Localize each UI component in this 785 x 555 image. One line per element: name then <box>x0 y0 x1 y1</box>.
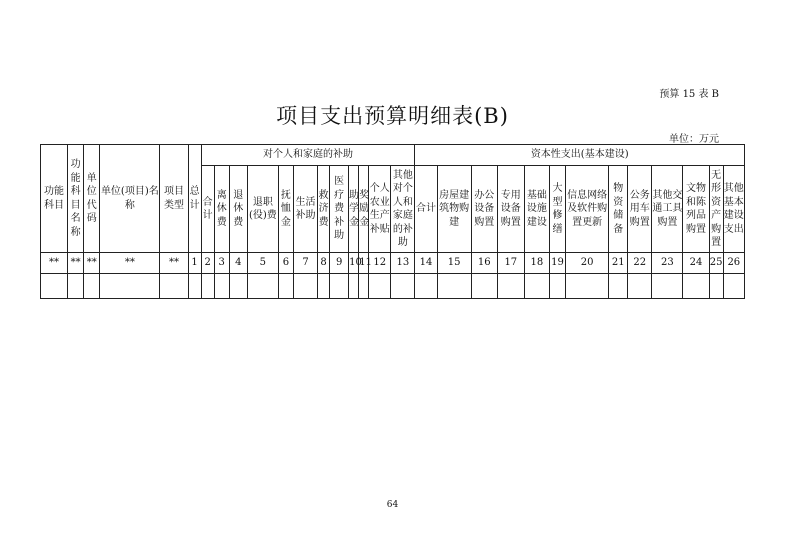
subheader-cell: 其他基本建设支出 <box>723 166 744 253</box>
code-cell: ** <box>84 253 100 274</box>
data-cell <box>369 274 391 299</box>
code-cell: ** <box>41 253 68 274</box>
header-cell: 功能科目 <box>41 145 68 253</box>
subheader-cell: 退休费 <box>229 166 247 253</box>
code-cell: ** <box>68 253 84 274</box>
header-cell: 单位代码 <box>84 145 100 253</box>
code-cell: 9 <box>330 253 349 274</box>
data-cell <box>247 274 278 299</box>
data-cell <box>652 274 683 299</box>
code-cell: 6 <box>278 253 293 274</box>
subheader-cell: 物资储备 <box>609 166 628 253</box>
code-cell: 18 <box>524 253 549 274</box>
code-cell: 20 <box>566 253 609 274</box>
group-header-capital-expenditure: 资本性支出(基本建设) <box>415 145 745 166</box>
header-cell: 功能科目名称 <box>68 145 84 253</box>
subheader-cell: 生活补助 <box>293 166 317 253</box>
code-cell: 26 <box>723 253 744 274</box>
data-cell <box>201 274 214 299</box>
subheader-cell: 信息网络及软件购置更新 <box>566 166 609 253</box>
code-cell: ** <box>160 253 188 274</box>
data-cell <box>566 274 609 299</box>
subheader-cell: 房屋建筑物购建 <box>437 166 471 253</box>
subheader-cell: 助学金 <box>349 166 359 253</box>
code-cell: 8 <box>318 253 330 274</box>
subheader-cell: 奖励金 <box>359 166 369 253</box>
header-cell: 总计 <box>188 145 201 253</box>
code-cell: 13 <box>391 253 415 274</box>
page-title: 项目支出预算明细表(B) <box>276 104 509 128</box>
subheader-cell: 办公设备购置 <box>471 166 497 253</box>
data-cell <box>723 274 744 299</box>
unit-label: 单位：万元 <box>669 134 719 145</box>
code-cell: 23 <box>652 253 683 274</box>
subheader-cell: 无形资产购置 <box>709 166 723 253</box>
code-cell: 4 <box>229 253 247 274</box>
data-cell <box>293 274 317 299</box>
code-cell: 21 <box>609 253 628 274</box>
subheader-cell: 其他交通工具购置 <box>652 166 683 253</box>
subheader-cell: 离休费 <box>214 166 229 253</box>
data-cell <box>391 274 415 299</box>
data-cell <box>330 274 349 299</box>
data-cell <box>524 274 549 299</box>
code-cell: 14 <box>415 253 437 274</box>
data-cell <box>471 274 497 299</box>
data-cell <box>160 274 188 299</box>
data-cell <box>100 274 160 299</box>
subheader-cell: 公务用车购置 <box>628 166 652 253</box>
code-cell: 15 <box>437 253 471 274</box>
code-cell: 1 <box>188 253 201 274</box>
code-cell: 11 <box>359 253 369 274</box>
data-cell <box>318 274 330 299</box>
code-cell: 10 <box>349 253 359 274</box>
code-cell: 19 <box>549 253 565 274</box>
data-cell <box>229 274 247 299</box>
code-cell: 5 <box>247 253 278 274</box>
subheader-cell: 抚恤金 <box>278 166 293 253</box>
code-cell: 17 <box>497 253 524 274</box>
data-cell <box>84 274 100 299</box>
data-cell <box>437 274 471 299</box>
subheader-cell: 合计 <box>201 166 214 253</box>
data-cell <box>359 274 369 299</box>
page-number: 64 <box>386 500 399 510</box>
code-cell: 12 <box>369 253 391 274</box>
data-cell <box>214 274 229 299</box>
subheader-cell: 合计 <box>415 166 437 253</box>
subheader-cell: 其他对个人和家庭的补助 <box>391 166 415 253</box>
code-cell: 16 <box>471 253 497 274</box>
group-header-personal-subsidy: 对个人和家庭的补助 <box>201 145 415 166</box>
code-cell: 22 <box>628 253 652 274</box>
subheader-cell: 医疗费补助 <box>330 166 349 253</box>
subheader-cell: 大型修缮 <box>549 166 565 253</box>
subheader-cell: 退职(役)费 <box>247 166 278 253</box>
table-row <box>41 274 745 299</box>
column-code-row <box>41 253 745 274</box>
header-row-groups <box>41 145 745 166</box>
subheader-cell: 个人农业生产补贴 <box>369 166 391 253</box>
budget-table <box>40 144 745 299</box>
data-cell <box>41 274 68 299</box>
subheader-cell: 专用设备购置 <box>497 166 524 253</box>
data-cell <box>549 274 565 299</box>
data-cell <box>709 274 723 299</box>
code-cell: 25 <box>709 253 723 274</box>
data-cell <box>278 274 293 299</box>
header-cell: 项目类型 <box>160 145 188 253</box>
code-cell: 2 <box>201 253 214 274</box>
data-cell <box>415 274 437 299</box>
subheader-cell: 救济费 <box>318 166 330 253</box>
subheader-cell: 基础设施建设 <box>524 166 549 253</box>
subheader-cell: 文物和陈列品购置 <box>683 166 709 253</box>
code-cell: 24 <box>683 253 709 274</box>
data-cell <box>497 274 524 299</box>
data-cell <box>609 274 628 299</box>
data-cell <box>683 274 709 299</box>
header-cell: 单位(项目)名称 <box>100 145 160 253</box>
code-cell: ** <box>100 253 160 274</box>
data-cell <box>68 274 84 299</box>
form-number-label: 预算 15 表 B <box>659 89 719 100</box>
data-cell <box>188 274 201 299</box>
code-cell: 7 <box>293 253 317 274</box>
code-cell: 3 <box>214 253 229 274</box>
data-cell <box>628 274 652 299</box>
data-cell <box>349 274 359 299</box>
